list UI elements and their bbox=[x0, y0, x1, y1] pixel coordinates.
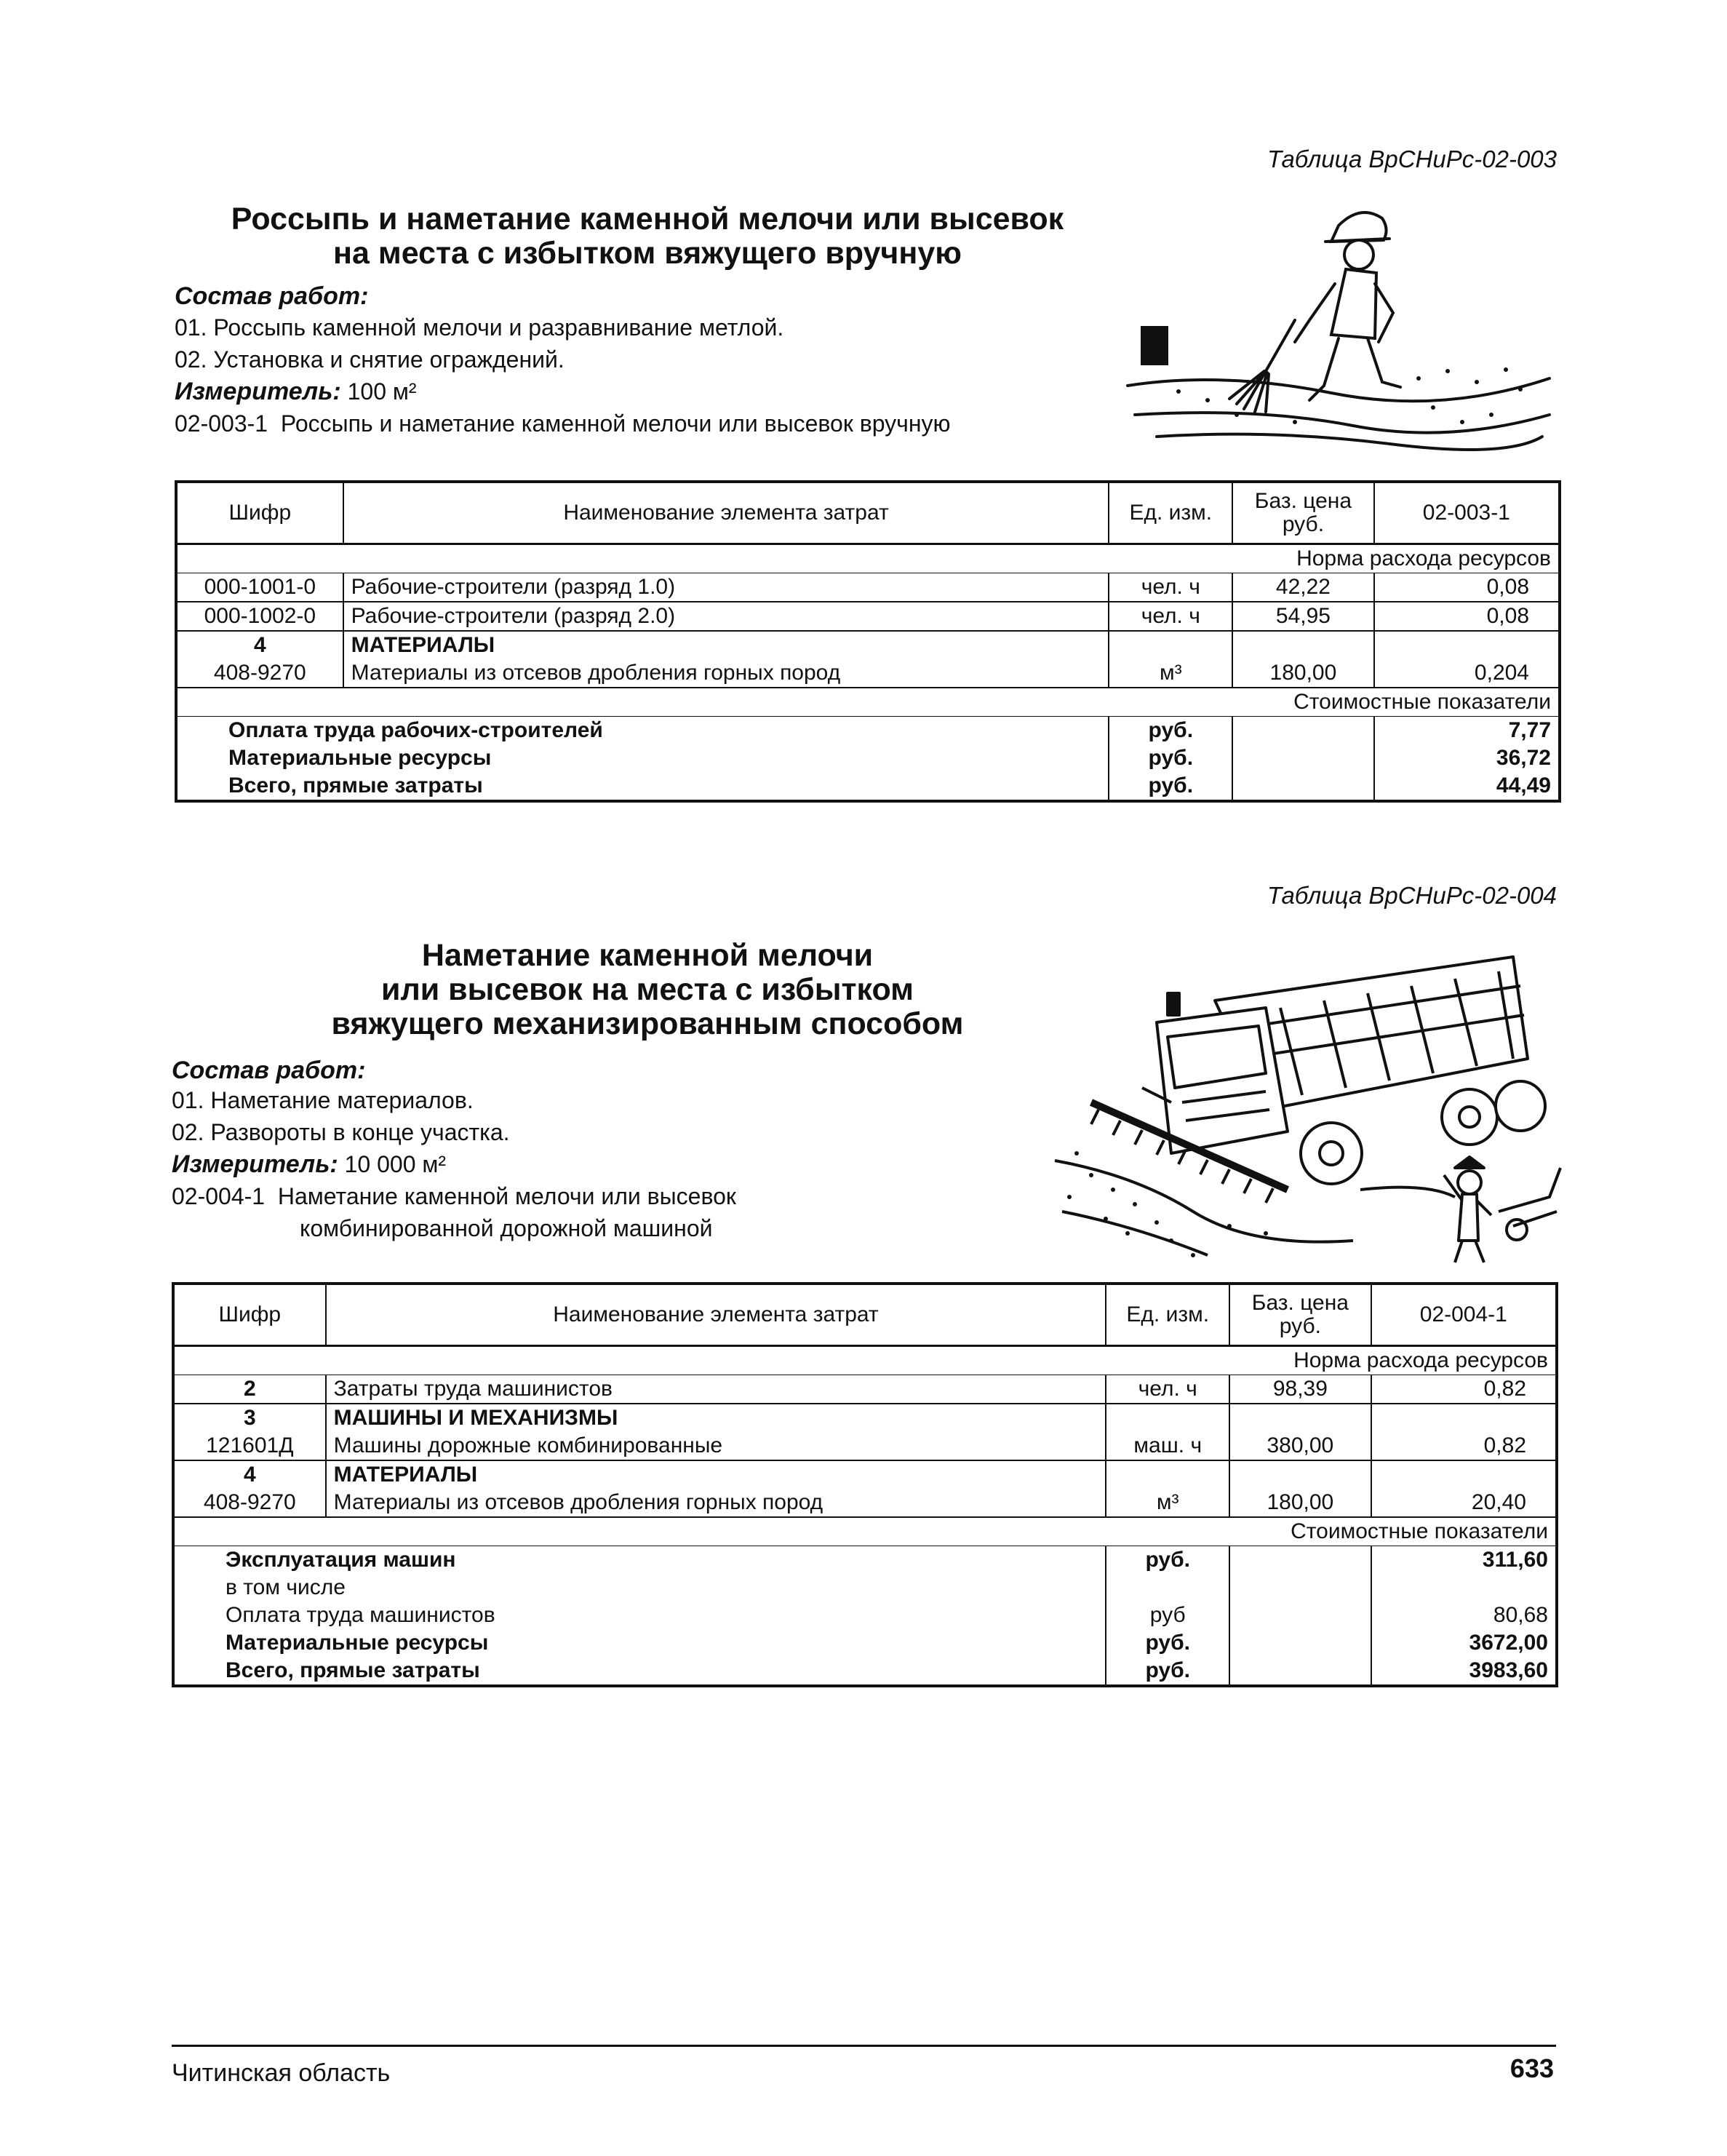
cell-code: 4 bbox=[176, 631, 343, 659]
cell-price bbox=[1229, 1460, 1371, 1489]
measure-label: Измеритель: bbox=[175, 378, 341, 405]
table-row bbox=[173, 1432, 1557, 1460]
cell-norm: 20,40 bbox=[1371, 1489, 1557, 1517]
header-name: Наименование элемента затрат bbox=[343, 482, 1109, 544]
cell-name: Рабочие-строители (разряд 2.0) bbox=[343, 602, 1109, 631]
cell-unit: м³ bbox=[1106, 1489, 1229, 1517]
summary-name: Оплата труда машинистов bbox=[173, 1602, 1106, 1629]
cell-norm: 0,204 bbox=[1374, 659, 1560, 688]
summary-value: 7,77 bbox=[1374, 717, 1560, 745]
header-code: Шифр bbox=[173, 1284, 326, 1346]
header-name: Наименование элемента затрат bbox=[326, 1284, 1106, 1346]
summary-unit: руб. bbox=[1109, 744, 1232, 772]
summary-row bbox=[173, 1546, 1557, 1575]
work-composition-label: Состав работ: bbox=[172, 1057, 366, 1084]
summary-row bbox=[176, 772, 1560, 801]
item-code: 02-003-1 bbox=[175, 410, 268, 437]
item-description bbox=[175, 407, 951, 439]
cell-unit: чел. ч bbox=[1109, 602, 1232, 631]
cell-code: 3 bbox=[173, 1404, 326, 1432]
header-norm: 02-003-1 bbox=[1374, 482, 1560, 544]
cell-name: МАШИНЫ И МЕХАНИЗМЫ bbox=[326, 1404, 1106, 1432]
band-cost: Стоимостные показатели bbox=[173, 1517, 1557, 1546]
cell-code: 4 bbox=[173, 1460, 326, 1489]
summary-name: Эксплуатация машин bbox=[173, 1546, 1106, 1575]
summary-value: 44,49 bbox=[1374, 772, 1560, 801]
resource-table-1 bbox=[175, 480, 1561, 803]
cell-unit bbox=[1109, 631, 1232, 659]
summary-value: 311,60 bbox=[1371, 1546, 1557, 1575]
page-number: 633 bbox=[1509, 2053, 1554, 2083]
cell-unit bbox=[1106, 1404, 1229, 1432]
work-item: 01. Россыпь каменной мелочи и разравнивание метлой. bbox=[175, 314, 784, 341]
header-price: Баз. цена руб. bbox=[1229, 1284, 1371, 1346]
item-text: Россыпь и наметание каменной мелочи или высевок вручную bbox=[280, 410, 951, 437]
title-line: вяжущего механизированным способом bbox=[331, 1006, 964, 1041]
title-line: на места с избытком вяжущего вручную bbox=[333, 236, 962, 271]
summary-unit: руб. bbox=[1109, 717, 1232, 745]
table-row bbox=[176, 631, 1560, 659]
summary-row bbox=[176, 744, 1560, 772]
header-norm: 02-004-1 bbox=[1371, 1284, 1557, 1346]
summary-unit: руб. bbox=[1109, 772, 1232, 801]
header-unit: Ед. изм. bbox=[1109, 482, 1232, 544]
summary-row bbox=[176, 717, 1560, 745]
cell-price: 54,95 bbox=[1232, 602, 1373, 631]
summary-value: 80,68 bbox=[1371, 1602, 1557, 1629]
cell-code: 000-1001-0 bbox=[176, 573, 343, 602]
summary-name: Всего, прямые затраты bbox=[173, 1657, 1106, 1686]
summary-value: 36,72 bbox=[1374, 744, 1560, 772]
table-row bbox=[173, 1460, 1557, 1489]
table-reference-1: Таблица ВрСНиРс-02-003 bbox=[1267, 146, 1557, 172]
band-norm: Норма расхода ресурсов bbox=[173, 1346, 1557, 1375]
cell-unit: м³ bbox=[1109, 659, 1232, 688]
cell-unit bbox=[1106, 1460, 1229, 1489]
summary-value bbox=[1371, 1574, 1557, 1602]
cell-unit: маш. ч bbox=[1106, 1432, 1229, 1460]
table-row bbox=[173, 1404, 1557, 1432]
cell-code: 408-9270 bbox=[176, 659, 343, 688]
cell-name: МАТЕРИАЛЫ bbox=[343, 631, 1109, 659]
band-cost: Стоимостные показатели bbox=[176, 688, 1560, 717]
cell-norm bbox=[1371, 1460, 1557, 1489]
work-item: 01. Наметание материалов. bbox=[172, 1087, 474, 1113]
table-row bbox=[176, 602, 1560, 631]
cell-code: 2 bbox=[173, 1375, 326, 1404]
header-unit: Ед. изм. bbox=[1106, 1284, 1229, 1346]
cell-name: МАТЕРИАЛЫ bbox=[326, 1460, 1106, 1489]
summary-row bbox=[173, 1602, 1557, 1629]
item-description bbox=[172, 1180, 736, 1212]
cell-price: 98,39 bbox=[1229, 1375, 1371, 1404]
summary-unit bbox=[1106, 1574, 1229, 1602]
footer-divider bbox=[172, 2045, 1556, 2047]
measure-value: 100 м² bbox=[347, 378, 417, 405]
cell-norm bbox=[1374, 631, 1560, 659]
cell-price: 380,00 bbox=[1229, 1432, 1371, 1460]
summary-name: Материальные ресурсы bbox=[173, 1629, 1106, 1657]
cell-price: 180,00 bbox=[1232, 659, 1373, 688]
cell-unit: чел. ч bbox=[1109, 573, 1232, 602]
cell-price bbox=[1232, 631, 1373, 659]
cell-norm: 0,82 bbox=[1371, 1375, 1557, 1404]
summary-row bbox=[173, 1629, 1557, 1657]
section-title-2 bbox=[218, 939, 1077, 1041]
cell-norm bbox=[1371, 1404, 1557, 1432]
cell-price: 42,22 bbox=[1232, 573, 1373, 602]
cell-price bbox=[1229, 1404, 1371, 1432]
title-line: или высевок на места с избытком bbox=[381, 972, 914, 1007]
work-composition-label: Состав работ: bbox=[175, 282, 369, 310]
cell-norm: 0,08 bbox=[1374, 573, 1560, 602]
summary-row bbox=[173, 1574, 1557, 1602]
summary-unit: руб. bbox=[1106, 1657, 1229, 1686]
summary-unit: руб. bbox=[1106, 1546, 1229, 1575]
summary-unit: руб bbox=[1106, 1602, 1229, 1629]
item-code: 02-004-1 bbox=[172, 1183, 266, 1209]
band-norm: Норма расхода ресурсов bbox=[176, 544, 1560, 573]
table-row bbox=[173, 1489, 1557, 1517]
title-line: Россыпь и наметание каменной мелочи или высевок bbox=[231, 202, 1064, 236]
table-row bbox=[173, 1375, 1557, 1404]
cell-norm: 0,08 bbox=[1374, 602, 1560, 631]
work-item: 02. Развороты в конце участка. bbox=[172, 1119, 510, 1145]
measure-line bbox=[172, 1148, 446, 1180]
cell-price: 180,00 bbox=[1229, 1489, 1371, 1517]
work-item: 02. Установка и снятие ограждений. bbox=[175, 346, 565, 373]
summary-value: 3983,60 bbox=[1371, 1657, 1557, 1686]
cell-name: Материалы из отсевов дробления горных пород bbox=[326, 1489, 1106, 1517]
resource-table-2 bbox=[172, 1282, 1558, 1687]
worker-sweeping-illustration bbox=[1113, 196, 1564, 458]
cell-code: 408-9270 bbox=[173, 1489, 326, 1517]
summary-name: Всего, прямые затраты bbox=[176, 772, 1109, 801]
summary-row bbox=[173, 1657, 1557, 1686]
cell-code: 121601Д bbox=[173, 1432, 326, 1460]
summary-unit: руб. bbox=[1106, 1629, 1229, 1657]
measure-line bbox=[175, 375, 417, 407]
header-code: Шифр bbox=[176, 482, 343, 544]
footer-region: Читинская область bbox=[172, 2059, 391, 2087]
cell-name: Машины дорожные комбинированные bbox=[326, 1432, 1106, 1460]
road-machine-illustration bbox=[1048, 935, 1571, 1270]
cell-name: Рабочие-строители (разряд 1.0) bbox=[343, 573, 1109, 602]
summary-name: Материальные ресурсы bbox=[176, 744, 1109, 772]
cell-code: 000-1002-0 bbox=[176, 602, 343, 631]
summary-value: 3672,00 bbox=[1371, 1629, 1557, 1657]
cell-norm: 0,82 bbox=[1371, 1432, 1557, 1460]
cell-unit: чел. ч bbox=[1106, 1375, 1229, 1404]
item-text-continued: комбинированной дорожной машиной bbox=[300, 1215, 713, 1241]
title-line: Наметание каменной мелочи bbox=[421, 938, 874, 973]
summary-name: Оплата труда рабочих-строителей bbox=[176, 717, 1109, 745]
table-reference-2: Таблица ВрСНиРс-02-004 bbox=[1267, 882, 1557, 909]
header-price: Баз. цена руб. bbox=[1232, 482, 1373, 544]
table-row bbox=[176, 573, 1560, 602]
cell-name: Материалы из отсевов дробления горных пород bbox=[343, 659, 1109, 688]
item-text: Наметание каменной мелочи или высевок bbox=[277, 1183, 736, 1209]
section-title-1 bbox=[175, 202, 1120, 271]
measure-value: 10 000 м² bbox=[344, 1151, 447, 1177]
summary-name: в том числе bbox=[173, 1574, 1106, 1602]
measure-label: Измеритель: bbox=[172, 1150, 338, 1178]
cell-name: Затраты труда машинистов bbox=[326, 1375, 1106, 1404]
table-row bbox=[176, 659, 1560, 688]
